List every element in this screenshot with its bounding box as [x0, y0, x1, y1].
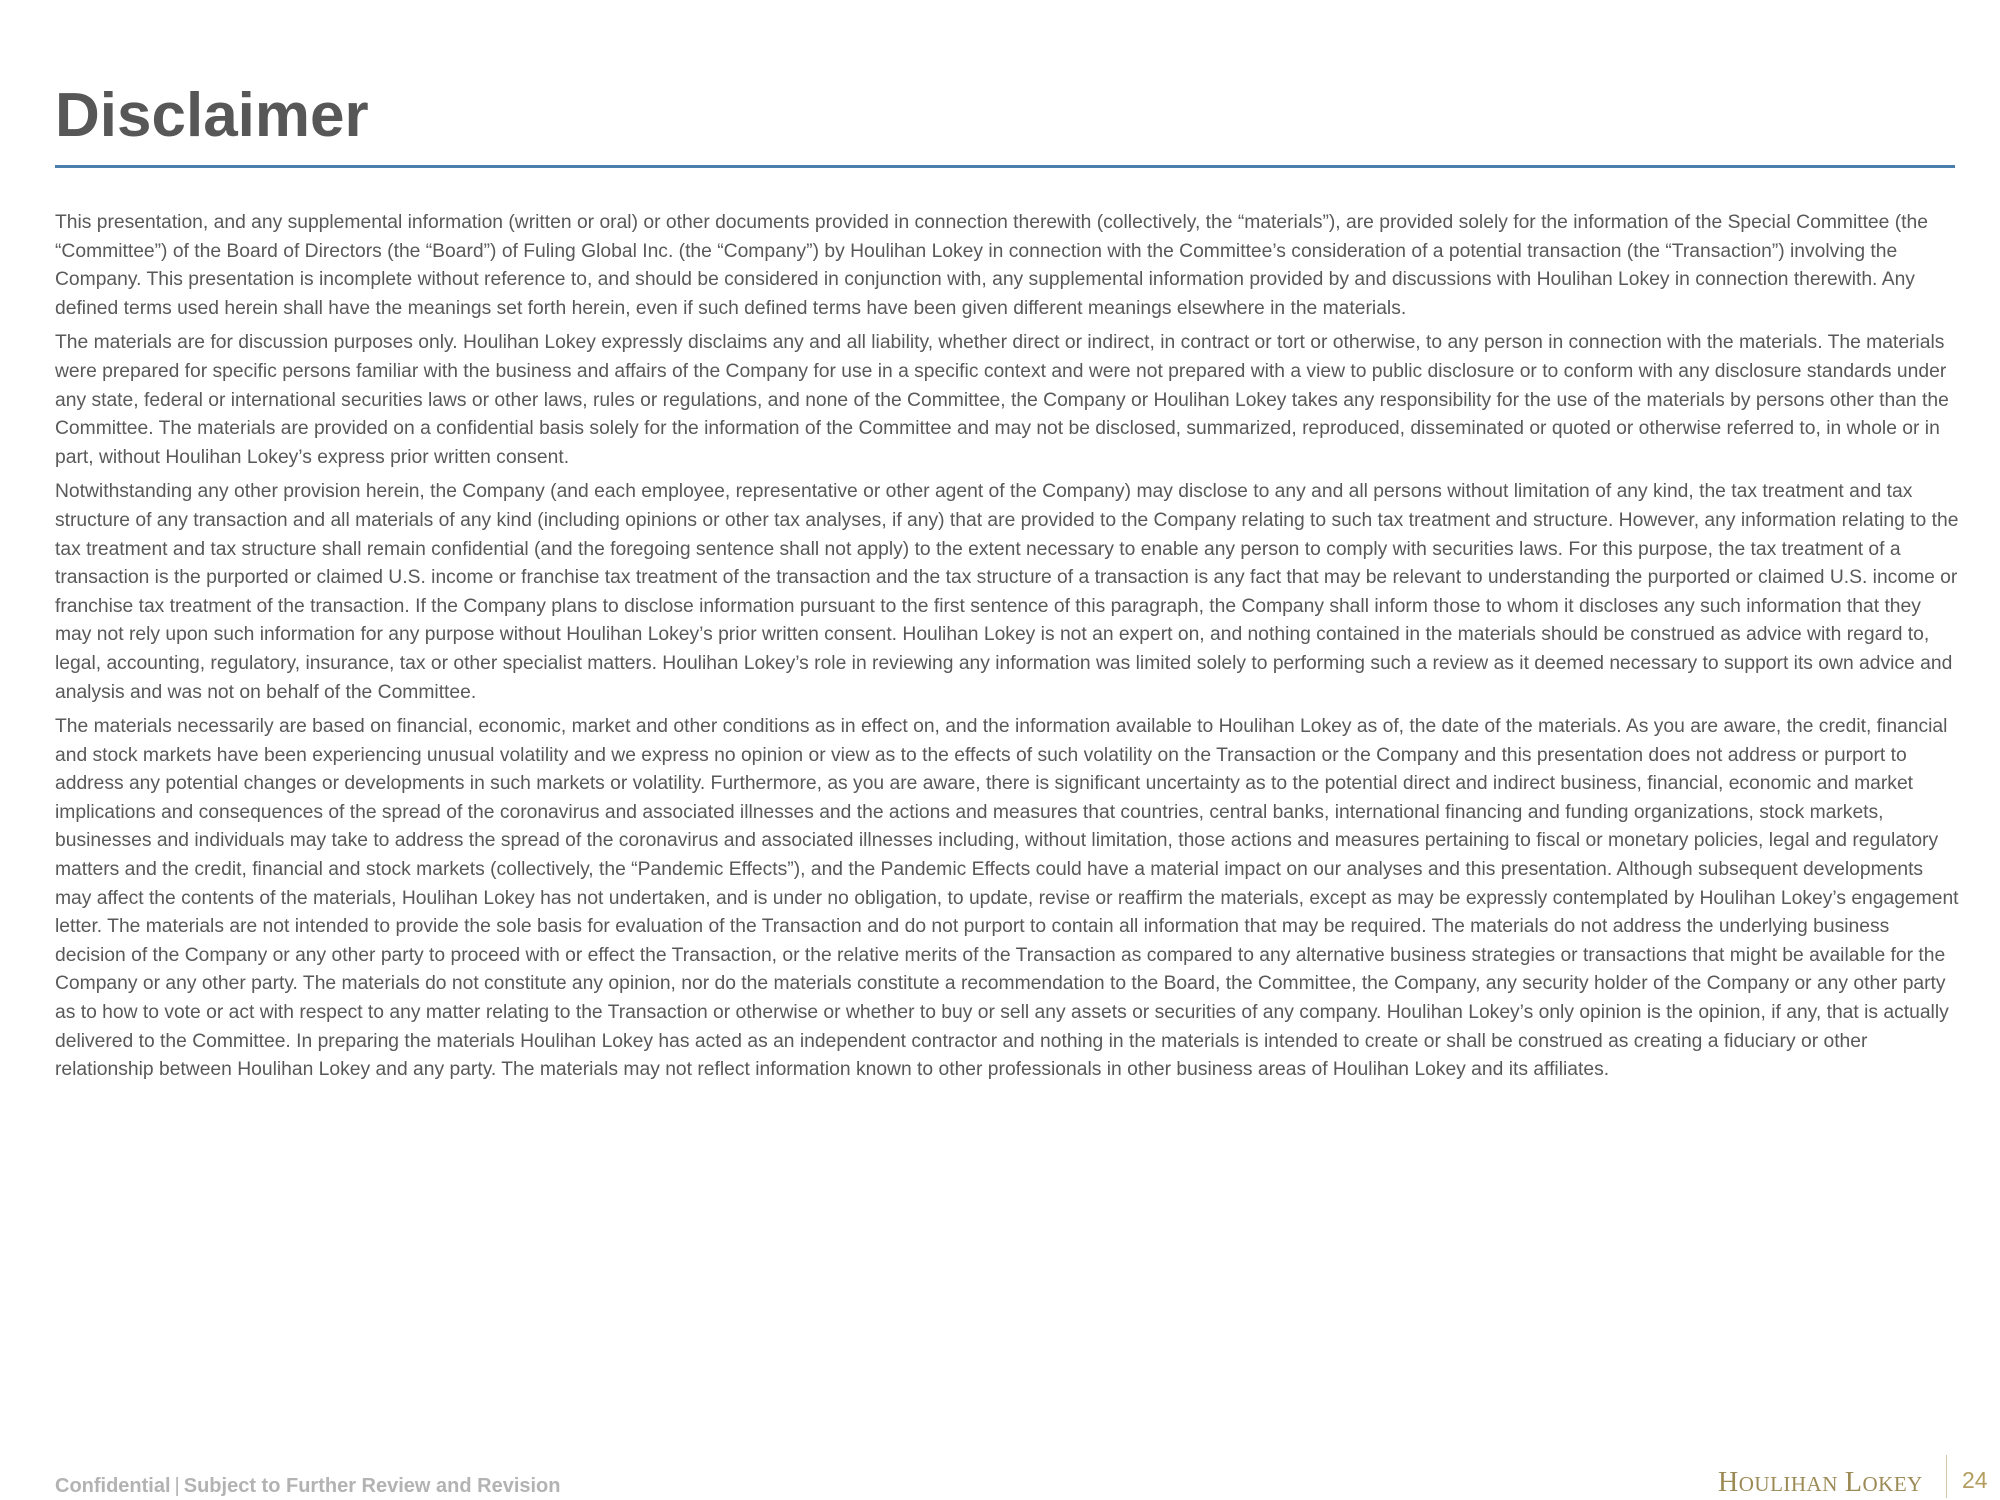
footer-separator: | [174, 1475, 180, 1497]
disclaimer-body [55, 209, 1961, 1091]
disclaimer-paragraph: The materials necessarily are based on financial, economic, market and other conditions as in effect on, and the information available to Houlihan Lokey as of, the date of the materials. As you are aware, the credit, financial and stock markets have been experiencing unusual volatility and we express no opinion or view as to the effects of such volatility on the Transaction or the Company and this presentation does not address or purport to address any potential changes or developments in such markets or volatility. Furthermore, as you are aware, there is significant uncertainty as to the potential direct and indirect business, financial, economic and market implications and consequences of the spread of the coronavirus and associated illnesses and the actions and measures that countries, central banks, international financing and funding organizations, stock markets, businesses and individuals may take to address the spread of the coronavirus and associated illnesses including, without limitation, those actions and measures pertaining to fiscal or monetary policies, legal and regulatory matters and the credit, financial and stock markets (collectively, the “Pandemic Effects”), and the Pandemic Effects could have a material impact on our analyses and this presentation. Although subsequent developments may affect the contents of the materials, Houlihan Lokey has not undertaken, and is under no obligation, to update, revise or reaffirm the materials, except as may be expressly contemplated by Houlihan Lokey’s engagement letter. The materials are not intended to provide the sole basis for evaluation of the Transaction and do not purport to contain all information that may be required. The materials do not address the underlying business decision of the Company or any other party to proceed with or effect the Transaction, or the relative merits of the Transaction as compared to any alternative business strategies or transactions that might be available for the Company or any other party. The materials do not constitute any opinion, nor do the materials constitute a recommendation to the Board, the Committee, the Company, any security holder of the Company or any other party as to how to vote or act with respect to any matter relating to the Transaction or otherwise or whether to buy or sell any assets or securities of any company. Houlihan Lokey’s only opinion is the opinion, if any, that is actually delivered to the Committee. In preparing the materials Houlihan Lokey has acted as an independent contractor and nothing in the materials is intended to create or shall be construed as creating a fiduciary or other relationship between Houlihan Lokey and any party. The materials may not reflect information known to other professionals in other business areas of Houlihan Lokey and its affiliates. [55, 716, 1959, 1081]
confidential-notice [55, 1474, 561, 1498]
title-divider [55, 165, 1955, 168]
logo-text-oulihan: OULIHAN [1738, 1472, 1838, 1496]
page-number: 24 [1962, 1467, 1988, 1493]
disclaimer-paragraph: This presentation, and any supplemental information (written or oral) or other documents provided in connection therewith (collectively, the “materials”), are provided solely for the information of the Special Committee (the “Committee”) of the Board of Directors (the “Board”) of Fuling Global Inc. (the “Company”) by Houlihan Lokey in connection with the Committee’s consideration of a potential transaction (the “Transaction”) involving the Company. This presentation is incomplete without reference to, and should be considered in conjunction with, any supplemental information provided by and discussions with Houlihan Lokey in connection therewith. Any defined terms used herein shall have the meanings set forth herein, even if such defined terms have been given different meanings elsewhere in the materials. [55, 212, 1928, 319]
footer-divider [1946, 1455, 1947, 1498]
logo-text-okey: OKEY [1862, 1472, 1923, 1496]
disclaimer-paragraph: Notwithstanding any other provision herein, the Company (and each employee, representative or other agent of the Company) may disclose to any and all persons without limitation of any kind, the tax treatment and tax structure of any transaction and all materials of any kind (including opinions or other tax analyses, if any) that are provided to the Company relating to such tax treatment and structure. However, any information relating to the tax treatment and tax structure shall remain confidential (and the foregoing sentence shall not apply) to the extent necessary to enable any person to comply with securities laws. For this purpose, the tax treatment of a transaction is the purported or claimed U.S. income or franchise tax treatment of the transaction and the tax structure of a transaction is any fact that may be relevant to understanding the purported or claimed U.S. income or franchise tax treatment of the transaction. If the Company plans to disclose information pursuant to the first sentence of this paragraph, the Company shall inform those to whom it discloses any such information that they may not rely upon such information for any purpose without Houlihan Lokey’s prior written consent. Houlihan Lokey is not an expert on, and nothing contained in the materials should be construed as advice with regard to, legal, accounting, regulatory, insurance, tax or other specialist matters. Houlihan Lokey’s role in reviewing any information was limited solely to performing such a review as it deemed necessary to support its own advice and analysis and was not on behalf of the Committee. [55, 481, 1959, 703]
disclaimer-paragraph: The materials are for discussion purposes only. Houlihan Lokey expressly disclaims any and all liability, whether direct or indirect, in contract or tort or otherwise, to any person in connection with the materials. The materials were prepared for specific persons familiar with the business and affairs of the Company for use in a specific context and were not prepared with a view to public disclosure or to conform with any disclosure standards under any state, federal or international securities laws or other laws, rules or regulations, and none of the Committee, the Company or Houlihan Lokey takes any responsibility for the use of the materials by persons other than the Committee. The materials are provided on a confidential basis solely for the information of the Committee and may not be disclosed, summarized, reproduced, disseminated or quoted or otherwise referred to, in whole or in part, without Houlihan Lokey’s express prior written consent. [55, 332, 1949, 468]
page-title: Disclaimer [55, 81, 369, 150]
houlihan-lokey-logo [1718, 1468, 1923, 1499]
review-note: Subject to Further Review and Revision [183, 1475, 561, 1497]
logo-initial-l: L [1844, 1467, 1863, 1498]
logo-initial-h: H [1718, 1467, 1739, 1498]
confidential-label: Confidential [55, 1475, 171, 1497]
